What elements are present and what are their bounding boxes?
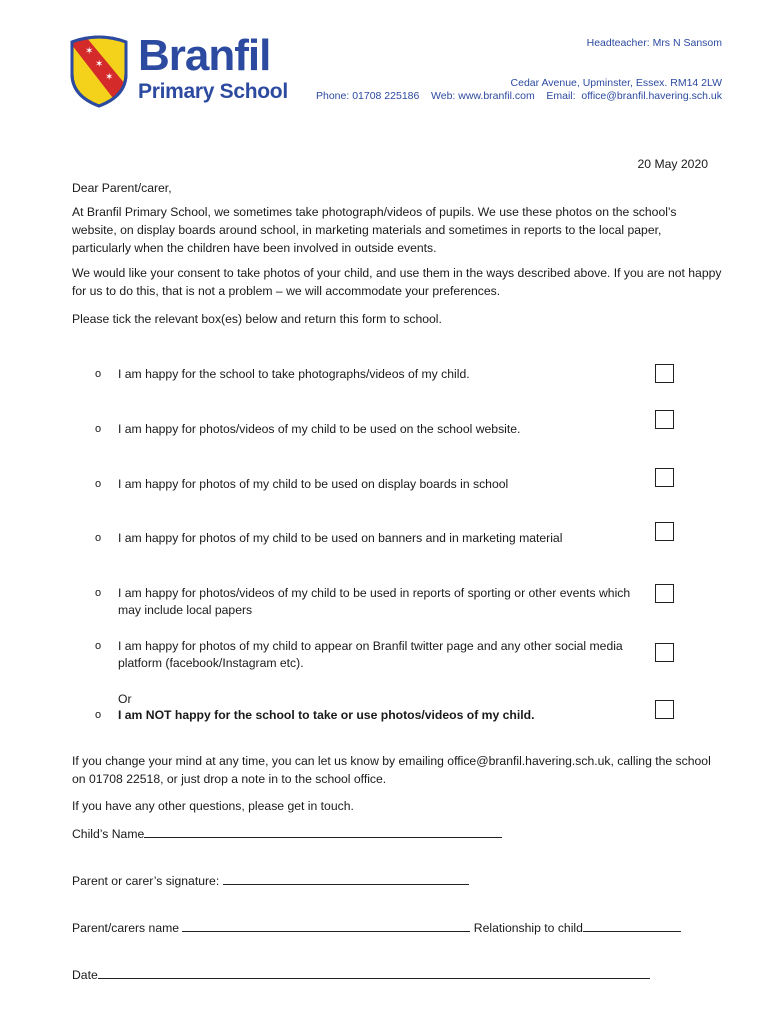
carer-name-label: Parent/carers name	[72, 921, 183, 935]
consent-checkbox[interactable]	[655, 364, 674, 383]
questions-paragraph: If you have any other questions, please get in touch.	[72, 799, 354, 813]
bullet: o	[95, 587, 102, 599]
signature-field	[72, 872, 469, 888]
svg-text:✶: ✶	[85, 46, 94, 57]
bullet: o	[95, 423, 102, 435]
intro-paragraph: At Branfil Primary School, we sometimes take photograph/videos of pupils. We use these photos on the school’s website, on display boards around school, in marketing materials and sometimes in reports to the local paper, particularly when the children have been involved in outside events.	[72, 205, 677, 255]
consent-checkbox[interactable]	[655, 643, 674, 662]
relationship-line[interactable]	[583, 919, 681, 932]
school-name: Branfil	[138, 31, 271, 80]
consent-checkbox[interactable]	[655, 410, 674, 429]
carer-name-line[interactable]	[182, 919, 470, 932]
svg-text:✶: ✶	[105, 72, 114, 83]
consent-checkbox[interactable]	[655, 522, 674, 541]
bullet: o	[95, 532, 102, 544]
option-label: I am happy for the school to take photographs/videos of my child.	[118, 367, 470, 381]
consent-checkbox[interactable]	[655, 584, 674, 603]
option-label: I am NOT happy for the school to take or use photos/videos of my child.	[118, 708, 535, 722]
salutation: Dear Parent/carer,	[72, 181, 172, 195]
school-subtitle: Primary School	[138, 80, 288, 103]
option-label: I am happy for photos of my child to appear on Branfil twitter page and any other social media platform (facebook/Instagram etc).	[118, 639, 623, 670]
bullet: o	[95, 709, 102, 721]
consent-checkbox[interactable]	[655, 468, 674, 487]
headteacher-line: Headteacher: Mrs N Sansom	[586, 37, 722, 49]
signature-line[interactable]	[223, 872, 469, 885]
svg-text:✶: ✶	[95, 59, 104, 70]
option-label: I am happy for photos of my child to be used on banners and in marketing material	[118, 531, 563, 545]
consent-paragraph: We would like your consent to take photos of your child, and use them in the ways described above. If you are not happy for us to do this, that is not a problem – we will accommodate your preferences.	[72, 266, 722, 298]
relationship-label: Relationship to child	[470, 921, 583, 935]
bullet: o	[95, 368, 102, 380]
child-name-field	[72, 825, 502, 841]
carer-name-field	[72, 919, 681, 935]
signature-label: Parent or carer’s signature:	[72, 874, 223, 888]
bullet: o	[95, 478, 102, 490]
address-line: Cedar Avenue, Upminster, Essex. RM14 2LW	[510, 77, 722, 89]
date-field	[72, 966, 650, 982]
option-label: I am happy for photos/videos of my child to be used in reports of sporting or other events which may include local papers	[118, 586, 631, 617]
bullet: o	[95, 640, 102, 652]
date-label: Date	[72, 968, 98, 982]
option-label: I am happy for photos of my child to be used on display boards in school	[118, 477, 509, 491]
date-line[interactable]	[98, 966, 650, 979]
change-mind-paragraph: If you change your mind at any time, you can let us know by emailing office@branfil.havering.sch.uk, calling the school on 01708 22518, or just drop a note in to the school office.	[72, 754, 711, 786]
child-name-label: Child’s Name	[72, 827, 145, 841]
option-label: I am happy for photos/videos of my child to be used on the school website.	[118, 422, 521, 436]
opt-out-checkbox[interactable]	[655, 700, 674, 719]
contact-line: Phone: 01708 225186 Web: www.branfil.com Email: office@branfil.havering.sch.uk	[316, 90, 722, 102]
or-label: Or	[118, 692, 132, 706]
letter-date: 20 May 2020	[637, 157, 708, 171]
school-crest-logo	[68, 32, 130, 108]
child-name-line[interactable]	[144, 825, 502, 838]
instruction-paragraph: Please tick the relevant box(es) below and return this form to school.	[72, 312, 442, 326]
